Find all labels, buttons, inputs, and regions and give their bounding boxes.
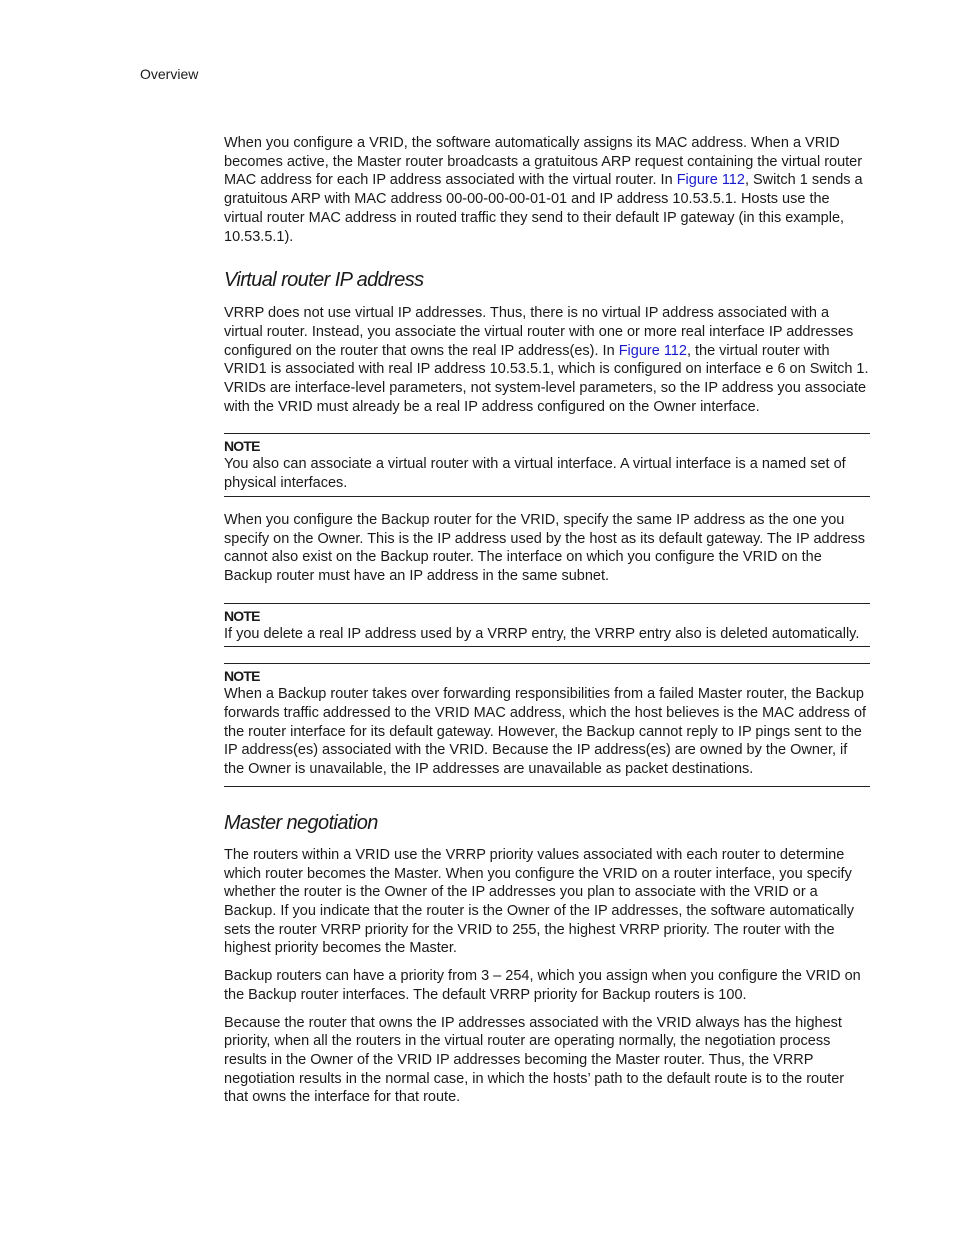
paragraph-negotiation-result: Because the router that owns the IP addresses associated with the VRID always has the highest priority, when all the routers in the virtual router are operating normally, the negotiation process results in the Owner of the VRID IP addresses becoming the Master router. Thus, the VRRP negotiation results in the normal case, in which the hosts’ path to the default route is to the router that owns the interface for that route. (224, 1014, 845, 1106)
note-text: You also can associate a virtual router with a virtual interface. A virtual interface is a named set of physical interfaces. (224, 456, 846, 492)
running-header: Overview (140, 66, 199, 82)
paragraph-backup-router: When you configure the Backup router for the VRID, specify the same IP address as the one you specify on the Owner. This is the IP address used by the host as its default gateway. The IP address cannot also exist on the Backup router. The interface on which you configure the VRID on the Backup router must have an IP address in the same subnet. (224, 511, 866, 584)
paragraph-backup-priority: Backup routers can have a priority from 3 – 254, which you assign when you configure the VRID on the Backup router interfaces. The default VRRP priority for Backup routers is 100. (224, 968, 861, 1003)
document-body (224, 134, 870, 1116)
paragraph-priority: The routers within a VRID use the VRRP priority values associated with each router to determine which router becomes the Master. When you configure the VRID on a router interface, you specify whether the router is the Owner of the IP addresses you plan to associate with the VRID or a Backup. If you indicate that the router is the Owner of the IP addresses, the software automatically sets the router VRRP priority for the VRID to 255, the highest VRRP priority. The router with the highest priority becomes the Master. (224, 846, 855, 957)
paragraph-text: When you configure a VRID, the software automatically assigns its MAC address. When a VRID becomes active, the Master router broadcasts a gratuitous ARP request containing the virtual router MAC address for each IP address associated with the virtual router. In (224, 135, 863, 189)
note-label: NOTE (224, 668, 260, 685)
note-box (224, 433, 870, 496)
note-text: When a Backup router takes over forwarding responsibilities from a failed Master router, the Backup forwards traffic addressed to the VRID MAC address, which the host believes is the MAC address of the router interface for its default gateway. However, the Backup cannot reply to IP pings sent to the IP address(es) associated with the VRID. Because the IP address(es) are owned by the Owner, if the Owner is unavailable, the IP addresses are unavailable as packet destinations. (224, 686, 867, 778)
figure-112-link[interactable]: Figure 112 (618, 342, 687, 359)
heading-master-negotiation: Master negotiation (224, 811, 378, 834)
paragraph-text: , Switch 1 sends a gratuitous ARP with MAC address 00-00-00-00-01-01 and IP address 10.53.5.1. Hosts use the virtual router MAC address in routed traffic they send to their default IP gateway (in this example, 10.53.5.1). (224, 172, 863, 245)
note-box (224, 663, 870, 787)
paragraph-vrid-mac (224, 134, 870, 246)
note-label: NOTE (224, 607, 260, 624)
paragraph-text: , the virtual router with VRID1 is associated with real IP address 10.53.5.1, which is configured on interface e 6 on Switch 1. VRIDs are interface-level parameters, not system-level parameters, so the IP address you associate with the VRID must already be a real IP address configured on the Owner interface. (224, 342, 869, 415)
note-box (224, 603, 870, 648)
note-label: NOTE (224, 438, 260, 455)
note-text: If you delete a real IP address used by a VRRP entry, the VRRP entry also is deleted automatically. (224, 625, 860, 642)
heading-virtual-router-ip-address: Virtual router IP address (224, 269, 424, 292)
paragraph-virtual-ip (224, 304, 870, 416)
paragraph-text: VRRP does not use virtual IP addresses. Thus, there is no virtual IP address associated with a virtual router. Instead, you associate the virtual router with one or more real interface IP addresses configured on the router that owns the real IP address(es). In (224, 305, 854, 359)
figure-112-link[interactable]: Figure 112 (676, 172, 745, 189)
